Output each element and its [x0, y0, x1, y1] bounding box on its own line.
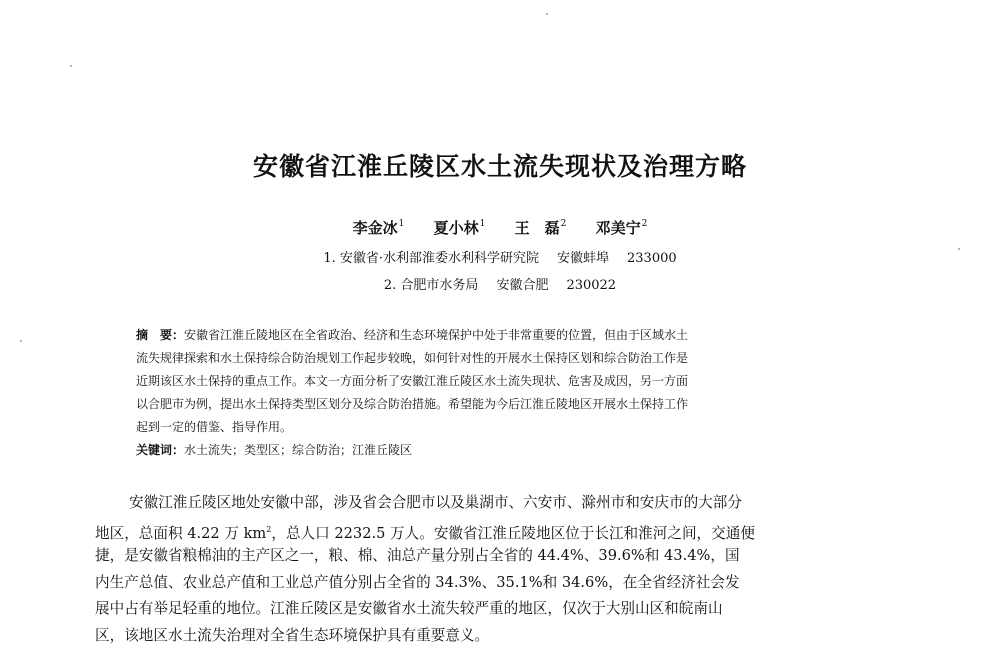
affiliation-institution: 2. 合肥市水务局: [384, 278, 479, 293]
abstract-line: 流失规律探索和水土保持综合防治规划工作起步较晚，如何针对性的开展水土保持区划和综合防治工作是: [136, 347, 876, 370]
body-line: 安徽江淮丘陵区地处安徽中部，涉及省会合肥市以及巢湖市、六安市、滁州市和安庆市的大部分: [95, 490, 895, 517]
body-text-segment: 地区，总面积 4.22 万 km: [95, 525, 266, 542]
author: [434, 217, 486, 238]
scan-speck: [70, 65, 72, 67]
abstract-line: 以合肥市为例，提出水土保持类型区划分及综合防治措施。希望能为今后江淮丘陵地区开展水土保持工作: [136, 393, 876, 416]
body-line: 展中占有举足轻重的地位。江淮丘陵区是安徽省水土流失较严重的地区，仅次于大别山区和皖南山: [95, 596, 895, 623]
body-line: 捷，是安徽省粮棉油的主产区之一，粮、棉、油总产量分别占全省的 44.4%、39.6%和 43.4%，国: [95, 543, 895, 570]
affiliation-city: 安徽合肥: [496, 278, 548, 293]
author-affiliation-mark: 1: [480, 219, 486, 229]
abstract-line: [136, 324, 876, 347]
affiliation: [0, 247, 1000, 266]
affiliation-zip: 233000: [627, 251, 677, 266]
abstract-text: 安徽省江淮丘陵地区在全省政治、经济和生态环境保护中处于非常重要的位置，但由于区域水土: [184, 328, 688, 342]
author-affiliation-mark: 1: [399, 219, 405, 229]
keywords-line: [136, 439, 876, 462]
keywords-text: 水土流失；类型区；综合防治；江淮丘陵区: [184, 443, 412, 457]
author-name: 王 磊: [515, 219, 560, 237]
author-name: 李金冰: [353, 219, 398, 237]
abstract: [136, 324, 876, 462]
abstract-line: 近期该区水土保持的重点工作。本文一方面分析了安徽江淮丘陵区水土流失现状、危害及成因，另一方面: [136, 370, 876, 393]
body-paragraph: [95, 490, 895, 649]
author: [353, 217, 405, 238]
author-name: 夏小林: [434, 219, 479, 237]
abstract-label: 摘 要：: [136, 328, 184, 342]
superscript: 2: [266, 525, 271, 534]
author: [596, 217, 648, 238]
affiliation-institution: 1. 安徽省·水利部淮委水利科学研究院: [323, 251, 539, 266]
body-text-segment: ，总人口 2232.5 万人。安徽省江淮丘陵地区位于长江和淮河之间，交通便: [271, 525, 755, 542]
author: [515, 217, 567, 238]
affiliation-city: 安徽蚌埠: [557, 251, 609, 266]
author-name: 邓美宁: [596, 219, 641, 237]
author-affiliation-mark: 2: [561, 219, 567, 229]
keywords-label: 关键词：: [136, 443, 184, 457]
affiliation-zip: 230022: [566, 278, 616, 293]
author-affiliation-mark: 2: [642, 219, 648, 229]
affiliation: [0, 274, 1000, 293]
body-line: 内生产总值、农业总产值和工业总产值分别占全省的 34.3%、35.1%和 34.6%，在全省经济社会发: [95, 570, 895, 597]
abstract-line: 起到一定的借鉴、指导作用。: [136, 416, 876, 439]
body-line: 区，该地区水土流失治理对全省生态环境保护具有重要意义。: [95, 623, 895, 649]
scan-speck: [546, 13, 548, 15]
body-line: [95, 517, 895, 544]
author-list: [0, 217, 1000, 238]
scan-speck: [20, 340, 22, 342]
paper-title: 安徽省江淮丘陵区水土流失现状及治理方略: [0, 147, 1000, 183]
